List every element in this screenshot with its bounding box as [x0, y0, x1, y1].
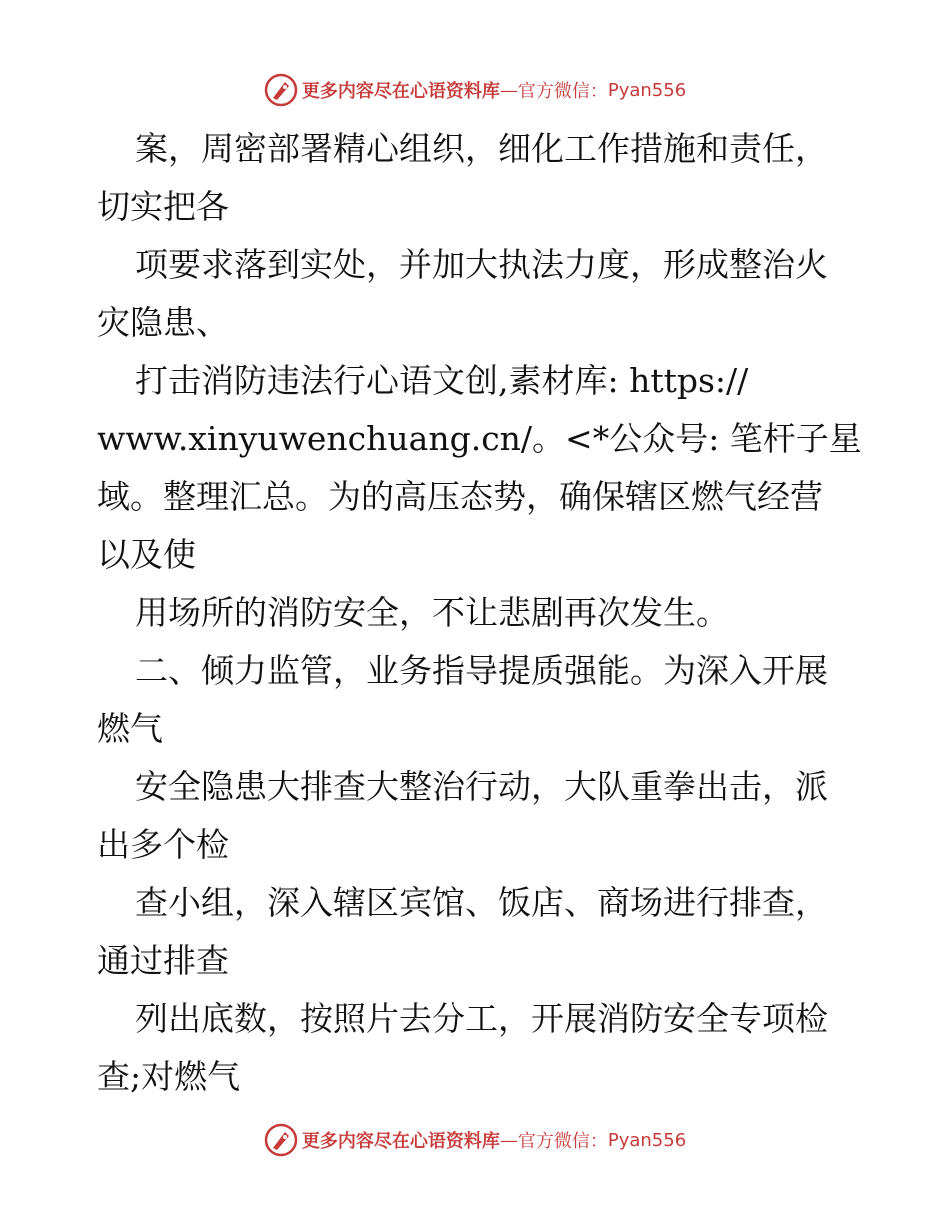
body-line: 燃气 [97, 709, 163, 748]
body-line: 列出底数，按照片去分工，开展消防安全专项检 [135, 999, 828, 1038]
body-line: 案，周密部署精心组织，细化工作措施和责任， [135, 129, 828, 168]
pen-nib-logo-icon [264, 73, 298, 107]
body-line: 项要求落到实处，并加大执法力度，形成整治火 [135, 245, 828, 284]
banner-wechat-id: Pyan556 [607, 1129, 687, 1151]
pen-nib-logo-icon [264, 1123, 298, 1157]
banner-wechat-id: Pyan556 [607, 79, 687, 101]
footer-banner [0, 1122, 950, 1158]
body-line: 以及使 [97, 535, 196, 574]
body-line: 出多个检 [97, 825, 229, 864]
body-line: 域。整理汇总。为的高压态势，确保辖区燃气经营 [97, 477, 823, 516]
banner-dash: — [499, 1129, 518, 1151]
body-line: 切实把各 [97, 187, 229, 226]
body-line: www.xinyuwenchuang.cn/。<*公众号: 笔杆子星 [97, 419, 862, 458]
banner-main-text: 更多内容尽在心语资料库 [301, 1131, 500, 1152]
document-body [97, 120, 862, 1106]
banner-main-text: 更多内容尽在心语资料库 [301, 81, 500, 102]
banner-dash: — [499, 79, 518, 101]
body-line: 用场所的消防安全，不让悲剧再次发生。 [135, 593, 729, 632]
body-line: 打击消防违法行心语文创,素材库: https:// [135, 361, 749, 400]
banner-wechat-label: 官方微信： [517, 81, 608, 102]
body-line: 安全隐患大排查大整治行动，大队重拳出击，派 [135, 767, 828, 806]
body-line: 二、倾力监管，业务指导提质强能。为深入开展 [135, 651, 828, 690]
banner-wechat-label: 官方微信： [517, 1131, 608, 1152]
body-line: 查小组，深入辖区宾馆、饭店、商场进行排查， [135, 883, 828, 922]
body-line: 查;对燃气 [97, 1057, 241, 1096]
body-line: 灾隐患、 [97, 303, 229, 342]
header-banner [0, 72, 950, 108]
body-line: 通过排查 [97, 941, 229, 980]
